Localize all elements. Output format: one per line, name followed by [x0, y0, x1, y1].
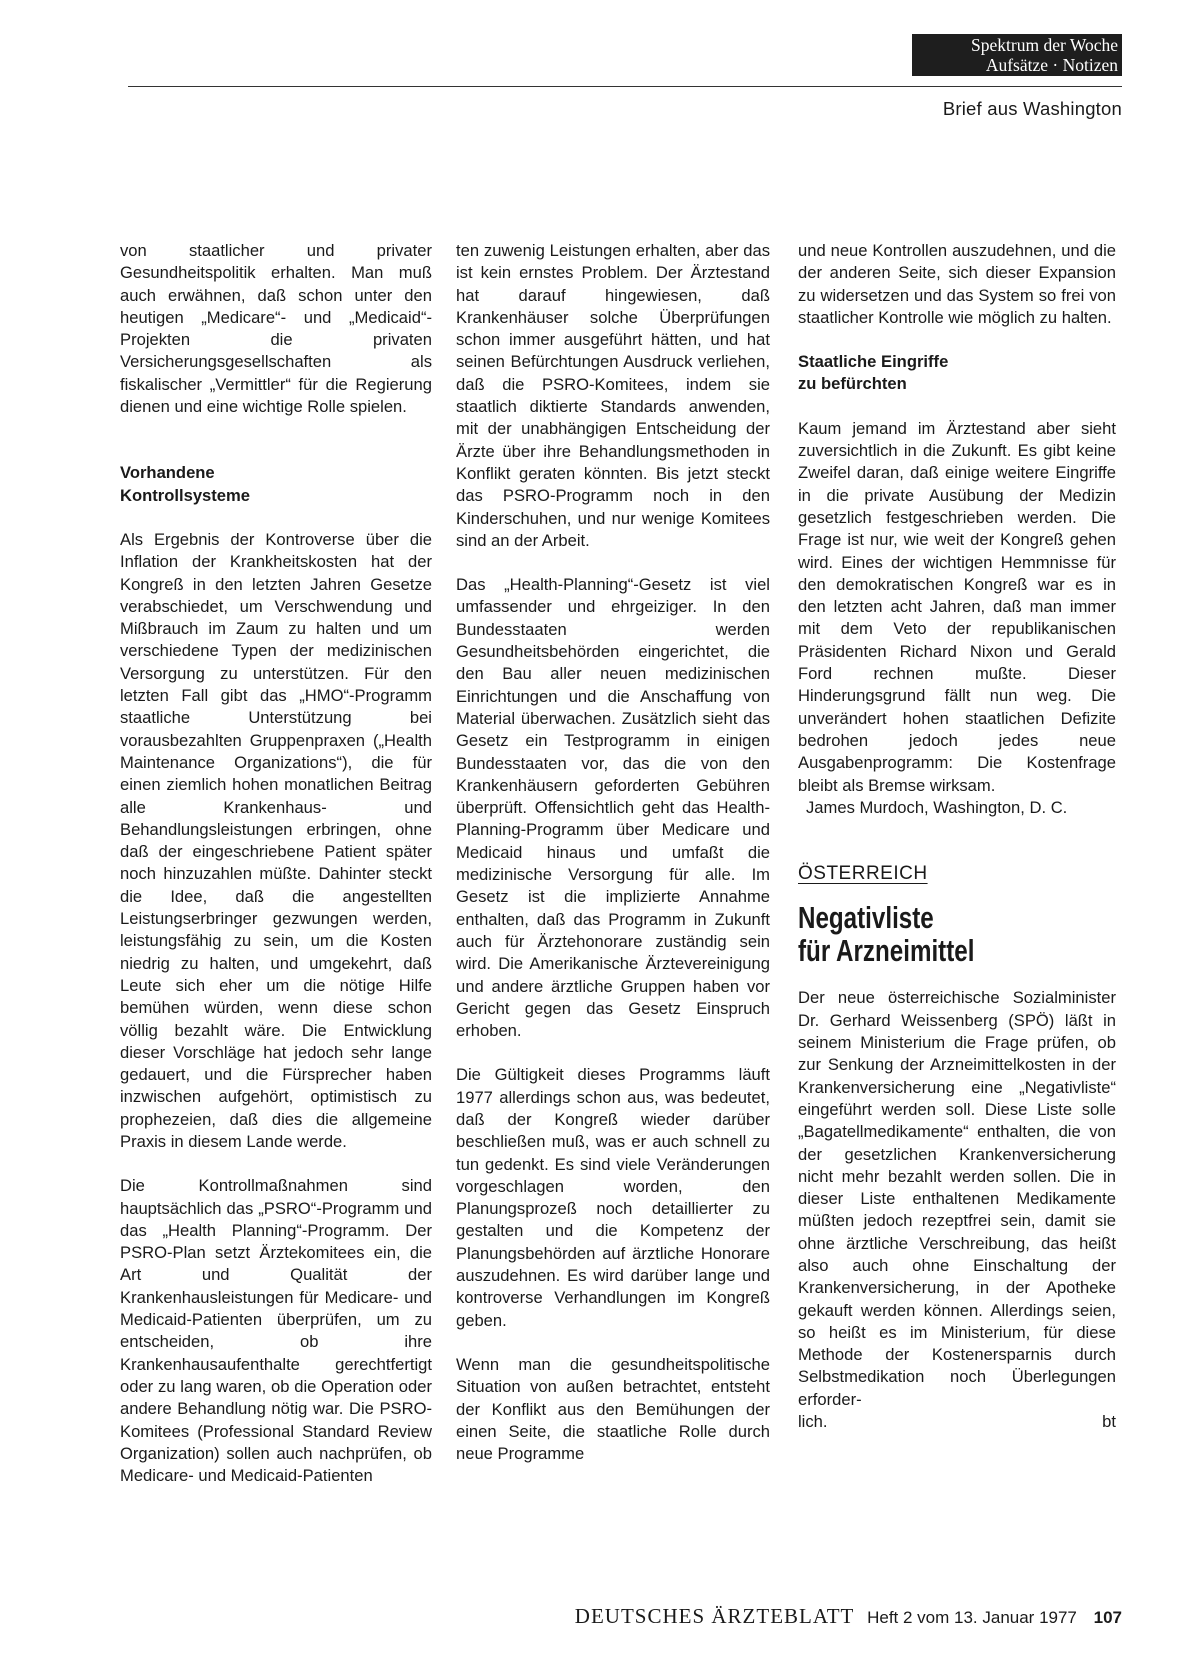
- spacer: [798, 819, 1116, 841]
- paragraph: ten zuwenig Leistungen erhalten, aber das ist kein ernstes Problem. Der Ärztestand hat darauf hingewiesen, daß Krankenhäuser solche Überprüfungen schon immer ausgeführt hätten, und hat seinen Befürchtungen Ausdruck verliehen, daß die PSRO-Komitees, indem sie staatlich diktierte Standards anwenden, mit der unabhängigen Entscheidung der Ärzte über ihre Behandlungsmethoden in Konflikt geraten könnten. Bis jetzt steckt das PSRO-Programm noch in den Kinderschuhen, und nur wenige Komitees sind an der Arbeit.: [456, 241, 770, 550]
- paragraph: Die Kontrollmaßnahmen sind hauptsächlich das „PSRO“-Programm und das „Health Planning“-Programm. Der PSRO-Plan setzt Ärztekomitees ein, die Art und Qualität der Krankenhausleistungen für Medicare- und Medicaid-Patienten überprüfen, um zu entscheiden, ob ihre Krankenhausaufenthalte gerechtfertigt oder zu lang waren, ob die Operation oder andere Behandlung nötig war. Die PSRO-Komitees (Professional Standard Review Organization) sollen auch nachprüfen, ob Medicare- und Medicaid-Patienten: [120, 1176, 432, 1486]
- page-footer: [575, 1604, 1122, 1629]
- paragraph: Wenn man die gesundheitspolitische Situation von außen betrachtet, entsteht der Konflikt aus den Bemühungen der einen Seite, die staatliche Rolle durch neue Programme: [456, 1354, 770, 1464]
- paragraph: Das „Health-Planning“-Gesetz ist viel umfassender und ehrgeiziger. In den Bundesstaaten werden Gesundheitsbehörden eingerichtet, die den Bau aller neuen medizinischen Einrichtungen und die Anschaffung von Material überwachen. Zusätzlich sieht das Gesetz ein Testprogramm in einigen Bundesstaaten vor, das die von den Krankenhäusern geforderten Gebühren überprüft. Offensichtlich geht das Health-Planning-Programm über Medicare und Medicaid hinaus und umfaßt die medizinische Versorgung für alle. Im Gesetz ist die implizierte Annahme enthalten, daß das Programm in Zukunft auch für Ärztehonorare zuständig sein wird. Die Amerikanische Ärztevereinigung und andere ärztliche Gruppen haben vor Gericht gegen das Gesetz Einspruch erhoben.: [456, 575, 770, 1041]
- column-3: [798, 240, 1116, 1433]
- paragraph: und neue Kontrollen auszudehnen, und die der anderen Seite, sich dieser Expansion zu widersetzen und das System so frei von staatlicher Kontrolle wie möglich zu halten.: [798, 241, 1116, 327]
- badge-line-1: Spektrum der Woche: [971, 35, 1118, 55]
- subheading-line: zu befürchten: [798, 374, 907, 394]
- paragraph: von staatlicher und privater Gesundheitspolitik erhalten. Man muß auch erwähnen, daß schon unter den heutigen „Medicare“- und „Medicaid“-Projekten die privaten Versicherungsgesellschaften als fiskalischer „Vermittler“ für die Regierung dienen und eine wichtige Rolle spielen.: [120, 241, 432, 417]
- subheading-line: Vorhandene: [120, 463, 215, 483]
- column-1: [120, 240, 432, 1509]
- paragraph: Die Gültigkeit dieses Programms läuft 1977 allerdings schon aus, was bedeutet, daß der Kongreß wieder darüber beschließen muß, was er auch schnell zu tun gedenkt. Es sind viele Veränderungen vorgeschlagen worden, den Planungsprozeß noch detaillierter zu gestalten und die Kompetenz der Planungsbehörden auf ärztliche Honorare auszudehnen. Es wird darüber lange und kontroverse Verhandlungen im Kongreß geben.: [456, 1065, 770, 1330]
- badge-line-2: Aufsätze · Notizen: [985, 55, 1118, 75]
- closing-word: lich.: [798, 1412, 828, 1432]
- subheading-line: Kontrollsysteme: [120, 485, 251, 505]
- spacer: [120, 440, 432, 462]
- column-2: [456, 240, 770, 1487]
- subheading-eingriffe: [798, 351, 1116, 396]
- subheading-kontrollsysteme: [120, 462, 432, 507]
- journal-masthead: DEUTSCHES ÄRZTEBLATT: [574, 1604, 855, 1628]
- issue-info: Heft 2 vom 13. Januar 1977: [867, 1608, 1077, 1627]
- headline-line: für Arzneimittel: [798, 933, 975, 969]
- paragraph: Kaum jemand im Ärztestand aber sieht zuversichtlich in die Zukunft. Es gibt keine Zweifel daran, daß einige weitere Eingriffe in die private Ausübung der Medizin gesetzlich festgeschrieben werden. Die Frage ist nur, wie weit der Kongreß gehen wird. Eines der wichtigen Hemmnisse für den demokratischen Kongreß war es in den letzten acht Jahren, daß man immer mit dem Veto der republikanischen Präsidenten Richard Nixon und Gerald Ford rechnen mußte. Dieser Hinderungsgrund fällt nun weg. Die unverändert hohen staatlichen Defizite bedrohen jedoch jedes neue Ausgabenprogramm: Die Kostenfrage bleibt als Bremse wirksam.: [798, 418, 1116, 795]
- paragraph: Als Ergebnis der Kontroverse über die Inflation der Krankheitskosten hat der Kongreß in den letzten Jahren Gesetze verabschiedet, um Verschwendung und Mißbrauch im Zaum zu halten und um verschiedene Typen der medizinischen Versorgung zu unterstützen. Für den letzten Fall gibt das „HMO“-Programm staatliche Unterstützung bei vorausbezahlten Gruppenpraxen („Health Maintenance Organizations“), die für einen ziemlich hohen monatlichen Beitrag alle Krankenhaus- und Behandlungsleistungen erbringen, ohne daß der eingeschriebene Patient später noch hinzuzahlen müßte. Dahinter steckt die Idee, daß die angestellten Leistungserbringer gezwungen werden, leistungsfähig zu sein, um die Kosten niedrig zu halten, und umgekehrt, daß Leute sich eher um die nötige Hilfe bemühen würden, wenn diese schon völlig bezahlt wäre. Die Entwicklung dieser Vorschläge hat jedoch sehr lange gedauert, und die Fürsprecher haben inzwischen aufgehört, optimistisch zu prophezeien, daß dies die allgemeine Praxis in diesem Lande werde.: [120, 529, 432, 1151]
- subheading-line: Staatliche Eingriffe: [798, 352, 949, 372]
- author-initials: bt: [1102, 1412, 1116, 1432]
- headline-line: Negativliste: [798, 900, 934, 936]
- section-badge: [912, 34, 1122, 76]
- page-number: 107: [1093, 1608, 1122, 1627]
- closing-line: [798, 1411, 1116, 1433]
- author-signature: James Murdoch, Washington, D. C.: [806, 797, 1068, 817]
- paragraph: Der neue österreichische Sozialminister Dr. Gerhard Weissenberg (SPÖ) läßt in seinem Ministerium die Frage prüfen, ob zur Senkung der Arzneimittelkosten in der Krankenversicherung eine „Negativliste“ eingeführt werden soll. Diese Liste solle „Bagatellmedikamente“ enthalten, die von der gesetzlichen Krankenversicherung nicht mehr bezahlt werden sollen. Die in dieser Liste enthaltenen Medikamente müßten jedoch rezeptfrei sein, damit sie ohne ärztliche Verschreibung, das heißt also auch ohne Einschaltung der Krankenversicherung, in der Apotheke gekauft werden können. Allerdings seien, so heißt es im Ministerium, für diese Methode der Kostenersparnis durch Selbstmedikation noch Überlegungen erforder-: [798, 988, 1116, 1409]
- article-headline: [798, 901, 1046, 967]
- header-rule: [128, 86, 1122, 87]
- country-rubric: ÖSTERREICH: [798, 863, 928, 885]
- rubric-title: Brief aus Washington: [942, 98, 1122, 119]
